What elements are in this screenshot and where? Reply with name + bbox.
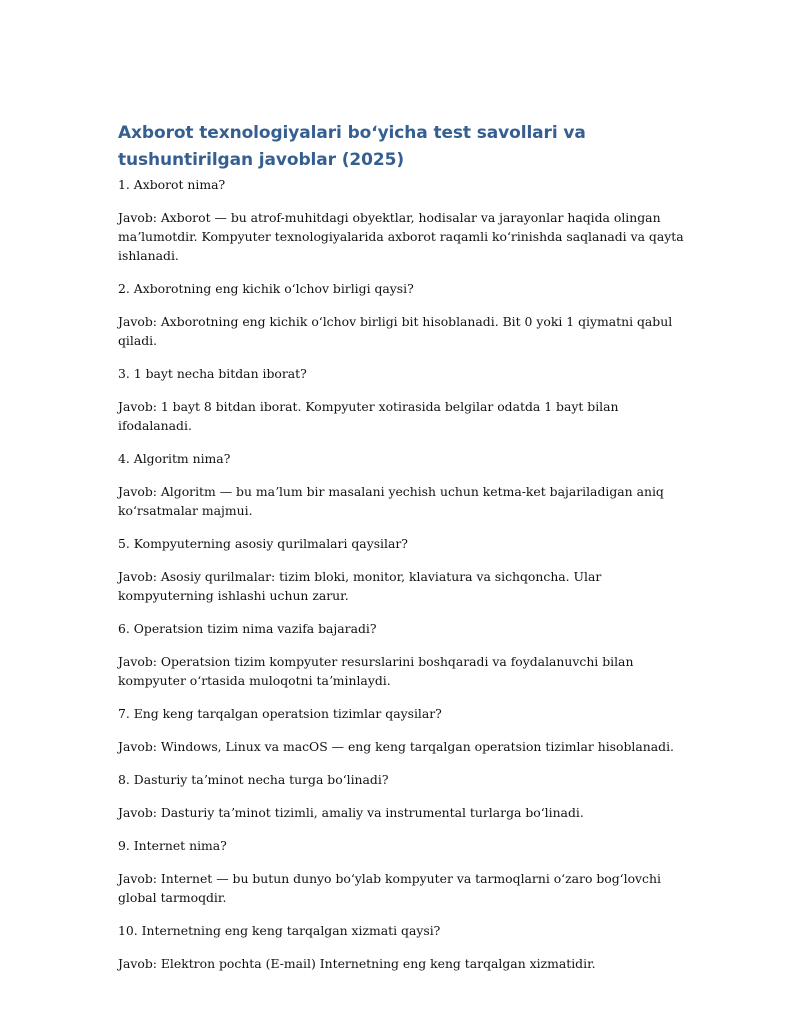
- question-5: 5. Kompyuterning asosiy qurilmalari qaysilar?: [118, 536, 408, 551]
- question-1: 1. Axborot nima?: [118, 177, 226, 192]
- qa-item-7: [118, 704, 688, 756]
- question-3: 3. 1 bayt necha bitdan iborat?: [118, 366, 307, 381]
- answer-8: Javob: Dasturiy taʼminot tizimli, amaliy va instrumental turlarga boʻlinadi.: [118, 805, 584, 820]
- answer-4: Javob: Algoritm — bu maʼlum bir masalani yechish uchun ketma-ket bajariladigan aniq koʻrsatmalar majmui.: [118, 484, 664, 518]
- qa-item-1: [118, 175, 688, 265]
- answer-10: Javob: Elektron pochta (E-mail) Internetning eng keng tarqalgan xizmatidir.: [118, 956, 596, 971]
- qa-item-8: [118, 770, 688, 822]
- question-4: 4. Algoritm nima?: [118, 451, 231, 466]
- qa-item-3: [118, 364, 688, 435]
- answer-7: Javob: Windows, Linux va macOS — eng keng tarqalgan operatsion tizimlar hisoblanadi.: [118, 739, 674, 754]
- document-body: [118, 120, 688, 987]
- question-9: 9. Internet nima?: [118, 838, 227, 853]
- qa-item-6: [118, 619, 688, 690]
- qa-item-4: [118, 449, 688, 520]
- answer-3: Javob: 1 bayt 8 bitdan iborat. Kompyuter xotirasida belgilar odatda 1 bayt bilan ifodalanadi.: [118, 399, 619, 433]
- answer-9: Javob: Internet — bu butun dunyo boʻylab kompyuter va tarmoqlarni oʻzaro bogʻlovchi global tarmoqdir.: [118, 871, 661, 905]
- answer-1: Javob: Axborot — bu atrof-muhitdagi obyektlar, hodisalar va jarayonlar haqida olingan maʼlumotdir. Kompyuter texnologiyalarida axborot raqamli koʻrinishda saqlanadi va qayta ishlanadi.: [118, 210, 684, 263]
- qa-item-10: [118, 921, 688, 973]
- answer-5: Javob: Asosiy qurilmalar: tizim bloki, monitor, klaviatura va sichqoncha. Ular kompyuterning ishlashi uchun zarur.: [118, 569, 602, 603]
- qa-item-9: [118, 836, 688, 907]
- question-8: 8. Dasturiy taʼminot necha turga boʻlinadi?: [118, 772, 389, 787]
- answer-6: Javob: Operatsion tizim kompyuter resurslarini boshqaradi va foydalanuvchi bilan kompyuter oʻrtasida muloqotni taʼminlaydi.: [118, 654, 634, 688]
- qa-item-5: [118, 534, 688, 605]
- question-6: 6. Operatsion tizim nima vazifa bajaradi?: [118, 621, 377, 636]
- qa-list: [118, 175, 688, 973]
- question-10: 10. Internetning eng keng tarqalgan xizmati qaysi?: [118, 923, 441, 938]
- question-2: 2. Axborotning eng kichik oʻlchov birligi qaysi?: [118, 281, 414, 296]
- qa-item-2: [118, 279, 688, 350]
- question-7: 7. Eng keng tarqalgan operatsion tizimlar qaysilar?: [118, 706, 442, 721]
- document-title: Axborot texnologiyalari boʻyicha test savollari va tushuntirilgan javoblar (2025): [118, 123, 586, 170]
- answer-2: Javob: Axborotning eng kichik oʻlchov birligi bit hisoblanadi. Bit 0 yoki 1 qiymatni qabul qiladi.: [118, 314, 673, 348]
